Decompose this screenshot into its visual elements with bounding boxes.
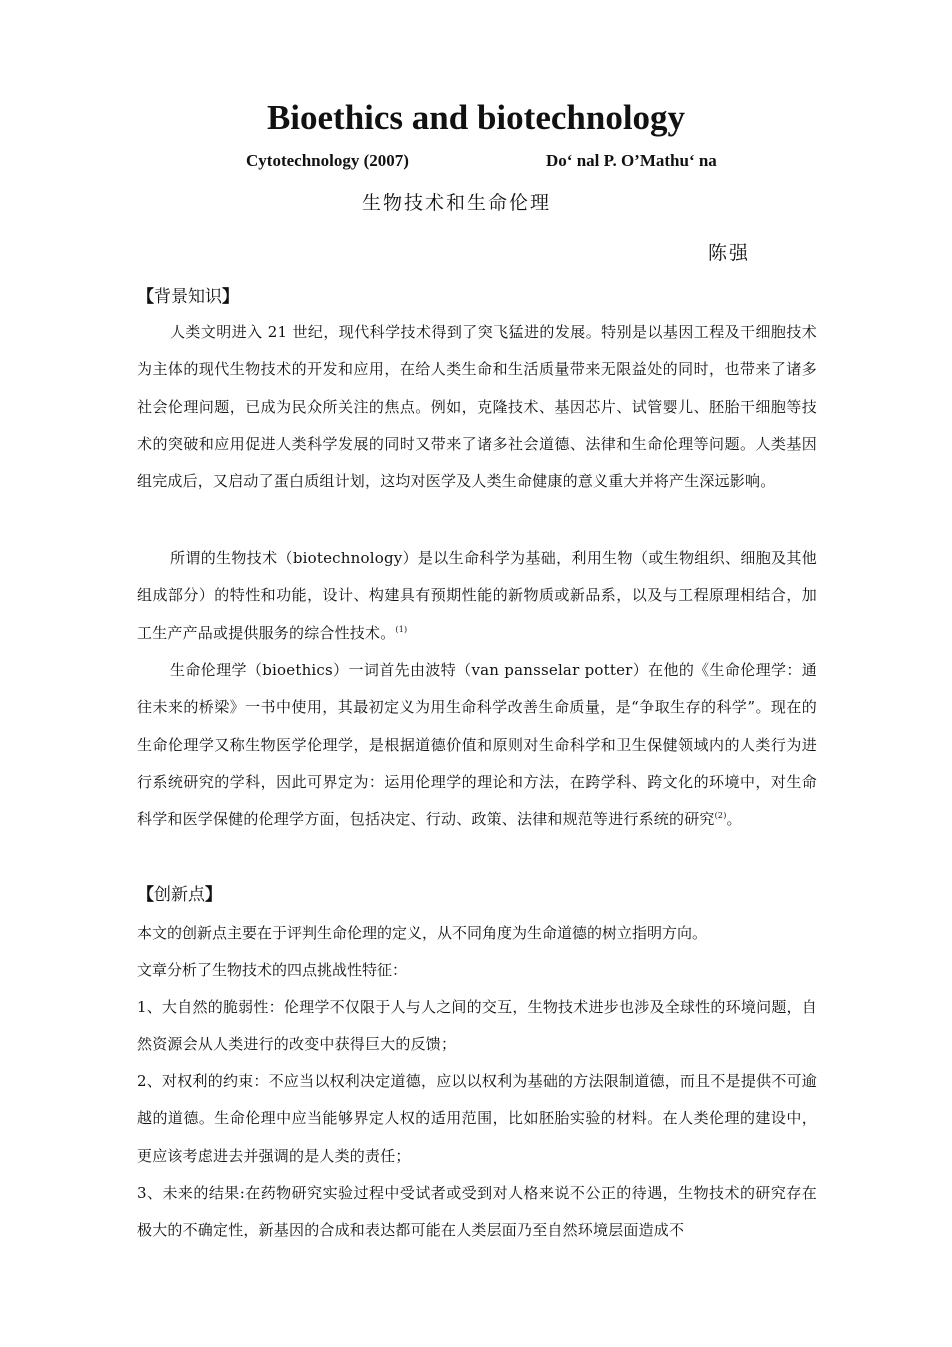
chinese-title: 生物技术和生命伦理 [362, 192, 552, 214]
bracket-close: 】 [205, 885, 222, 905]
paragraph-background-3 [137, 652, 817, 838]
report-author: 陈强 [708, 242, 751, 264]
bracket-close: 】 [222, 287, 239, 307]
innovation-summary: 本文的创新点主要在于评判生命伦理的定义，从不同角度为生命道德的树立指明方向。 [137, 924, 708, 942]
heading-text: 创新点 [154, 885, 205, 905]
document-title: Bioethics and biotechnology [266, 98, 686, 137]
citation-ref-2: (2) [714, 811, 727, 821]
paragraph-end: 。 [726, 810, 742, 829]
challenge-item-3: 3、未来的结果:在药物研究实验过程中受试者或受到对人格来说不公正的待遇，生物技术的研究存在极大的不确定性，新基因的合成和表达都可能在人类层面乃至自然环境层面造成不 [137, 1184, 817, 1240]
section-heading-innovation [137, 883, 222, 907]
innovation-intro: 文章分析了生物技术的四点挑战性特征： [137, 961, 408, 979]
bracket-open: 【 [137, 287, 154, 307]
paragraph-text: 生命伦理学（bioethics）一词首先由波特（van pansselar potter）在他的《生命伦理学：通往未来的桥梁》一书中使用，其最初定义为用生命科学改善生命质量，是“争取生存的科学”。现在的生命伦理学又称生物医学伦理学，是根据道德价值和原则对生命科学和卫生保健领域内的人类行为进行系统研究的学科，因此可界定为：运用伦理学的理论和方法，在跨学科、跨文化的环境中，对生命科学和医学保健的伦理学方面，包括决定、行动、政策、法律和规范等进行系统的研究 [137, 661, 817, 829]
paragraph-background-2 [137, 540, 817, 652]
paragraph-background-1: 人类文明进入 21 世纪，现代科学技术得到了突飞猛进的发展。特别是以基因工程及干细胞技术为主体的现代生物技术的开发和应用，在给人类生命和生活质量带来无限益处的同时，也带来了诸多社会伦理问题，已成为民众所关注的焦点。例如，克隆技术、基因芯片、试管婴儿、胚胎干细胞等技术的突破和应用促进人类科学发展的同时又带来了诸多社会道德、法律和生命伦理等问题。人类基因组完成后，又启动了蛋白质组计划，这均对医学及人类生命健康的意义重大并将产生深远影响。 [137, 323, 817, 491]
heading-text: 背景知识 [154, 287, 222, 307]
bracket-open: 【 [137, 885, 154, 905]
journal-citation: Cytotechnology (2007) [246, 151, 409, 170]
section-heading-background [137, 285, 239, 309]
challenge-item-2: 2、对权利的约束：不应当以权利决定道德，应以以权利为基础的方法限制道德，而且不是提供不可逾越的道德。生命伦理中应当能够界定人权的适用范围，比如胚胎实验的材料。在人类伦理的建设中，更应该考虑进去并强调的是人类的责任； [137, 1072, 817, 1165]
paragraph-text: 所谓的生物技术（biotechnology）是以生命科学为基础，利用生物（或生物组织、细胞及其他组成部分）的特性和功能，设计、构建具有预期性能的新物质或新品系，以及与工程原理相结合，加工生产产品或提供服务的综合性技术。 [137, 549, 817, 642]
citation-ref-1: (1) [395, 624, 408, 634]
original-authors: Do‘ nal P. O’Mathu‘ na [546, 151, 717, 170]
challenge-item-1: 1、大自然的脆弱性：伦理学不仅限于人与人之间的交互，生物技术进步也涉及全球性的环境问题，自然资源会从人类进行的改变中获得巨大的反馈； [137, 998, 817, 1054]
